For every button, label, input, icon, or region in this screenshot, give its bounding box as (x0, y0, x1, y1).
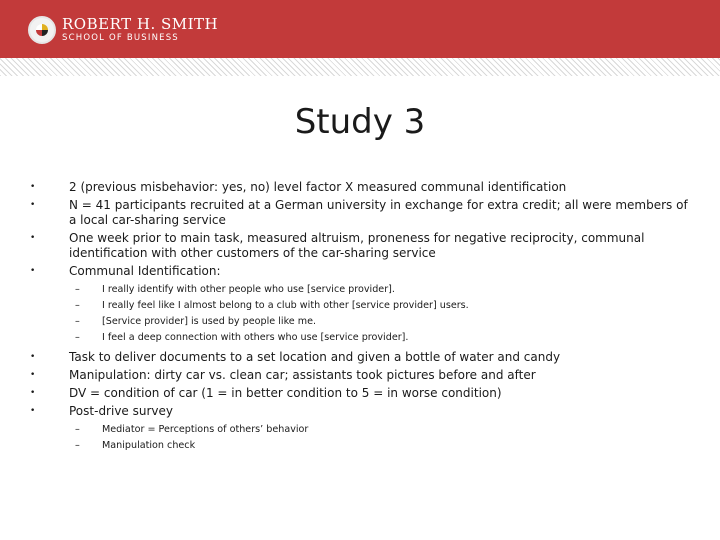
bullet-marker: • (30, 352, 36, 363)
sub-item-text: I really identify with other people who use [service provider]. (102, 284, 395, 295)
bullet-marker: • (30, 200, 36, 210)
sub-item (30, 299, 690, 312)
slide-body (30, 180, 690, 455)
dash-marker: – (75, 284, 80, 295)
header-pattern-stripe (0, 58, 720, 76)
sub-item (30, 423, 690, 436)
header-bar (0, 0, 720, 58)
bullet-marker: • (30, 233, 36, 243)
bullet-text: Task to deliver documents to a set location and given a bottle of water and candy (69, 350, 561, 365)
bullet-text: One week prior to main task, measured altruism, proneness for negative reciprocity, communal identification with other customers of the car-sharing service (69, 231, 645, 260)
logo-wordmark (62, 17, 218, 43)
sub-item (30, 331, 690, 344)
bullet-item (30, 350, 690, 365)
sub-list-items (30, 283, 690, 344)
dash-marker: – (75, 440, 80, 452)
bullet-marker: • (30, 182, 36, 192)
school-logo (28, 13, 218, 47)
sub-list-survey (30, 423, 690, 452)
dash-marker: – (75, 316, 80, 327)
bullet-marker: • (30, 406, 36, 417)
sub-item-text: I feel a deep connection with others who use [service provider]. (102, 332, 409, 343)
sub-item-text: Manipulation check (102, 440, 196, 452)
sub-item-text: I really feel like I almost belong to a club with other [service provider] users. (102, 300, 469, 311)
bullet-marker: • (30, 266, 36, 276)
logo-line2: SCHOOL OF BUSINESS (62, 33, 179, 44)
sub-item (30, 283, 690, 296)
bullet-item (30, 368, 690, 383)
bullet-text: DV = condition of car (1 = in better condition to 5 = in worse condition) (69, 386, 502, 401)
bullet-text: Post-drive survey (69, 404, 173, 419)
dash-marker: – (75, 332, 80, 343)
slide-title: Study 3 (294, 102, 426, 142)
bullet-item (30, 231, 690, 261)
bullet-item (30, 386, 690, 401)
bullet-item (30, 198, 690, 228)
bullet-text: N = 41 participants recruited at a German university in exchange for extra credit; all were members of a local car-sharing service (69, 198, 688, 227)
dash-marker: – (75, 424, 80, 436)
sub-item (30, 315, 690, 328)
bullet-marker: • (30, 388, 36, 399)
bullet-text: 2 (previous misbehavior: yes, no) level factor X measured communal identification (69, 180, 567, 194)
bullet-item (30, 180, 690, 195)
bullet-item (30, 404, 690, 419)
dash-marker: – (75, 300, 80, 311)
sub-item-text: [Service provider] is used by people like me. (102, 316, 317, 327)
bullet-item (30, 264, 690, 279)
bullet-text: Communal Identification: (69, 264, 221, 278)
sub-item-text: Mediator = Perceptions of others’ behavior (102, 424, 309, 436)
university-seal-icon (28, 16, 56, 44)
bullet-text: Manipulation: dirty car vs. clean car; assistants took pictures before and after (69, 368, 536, 383)
logo-line1: ROBERT H. SMITH (62, 15, 219, 34)
bullet-marker: • (30, 370, 36, 381)
sub-item (30, 439, 690, 452)
